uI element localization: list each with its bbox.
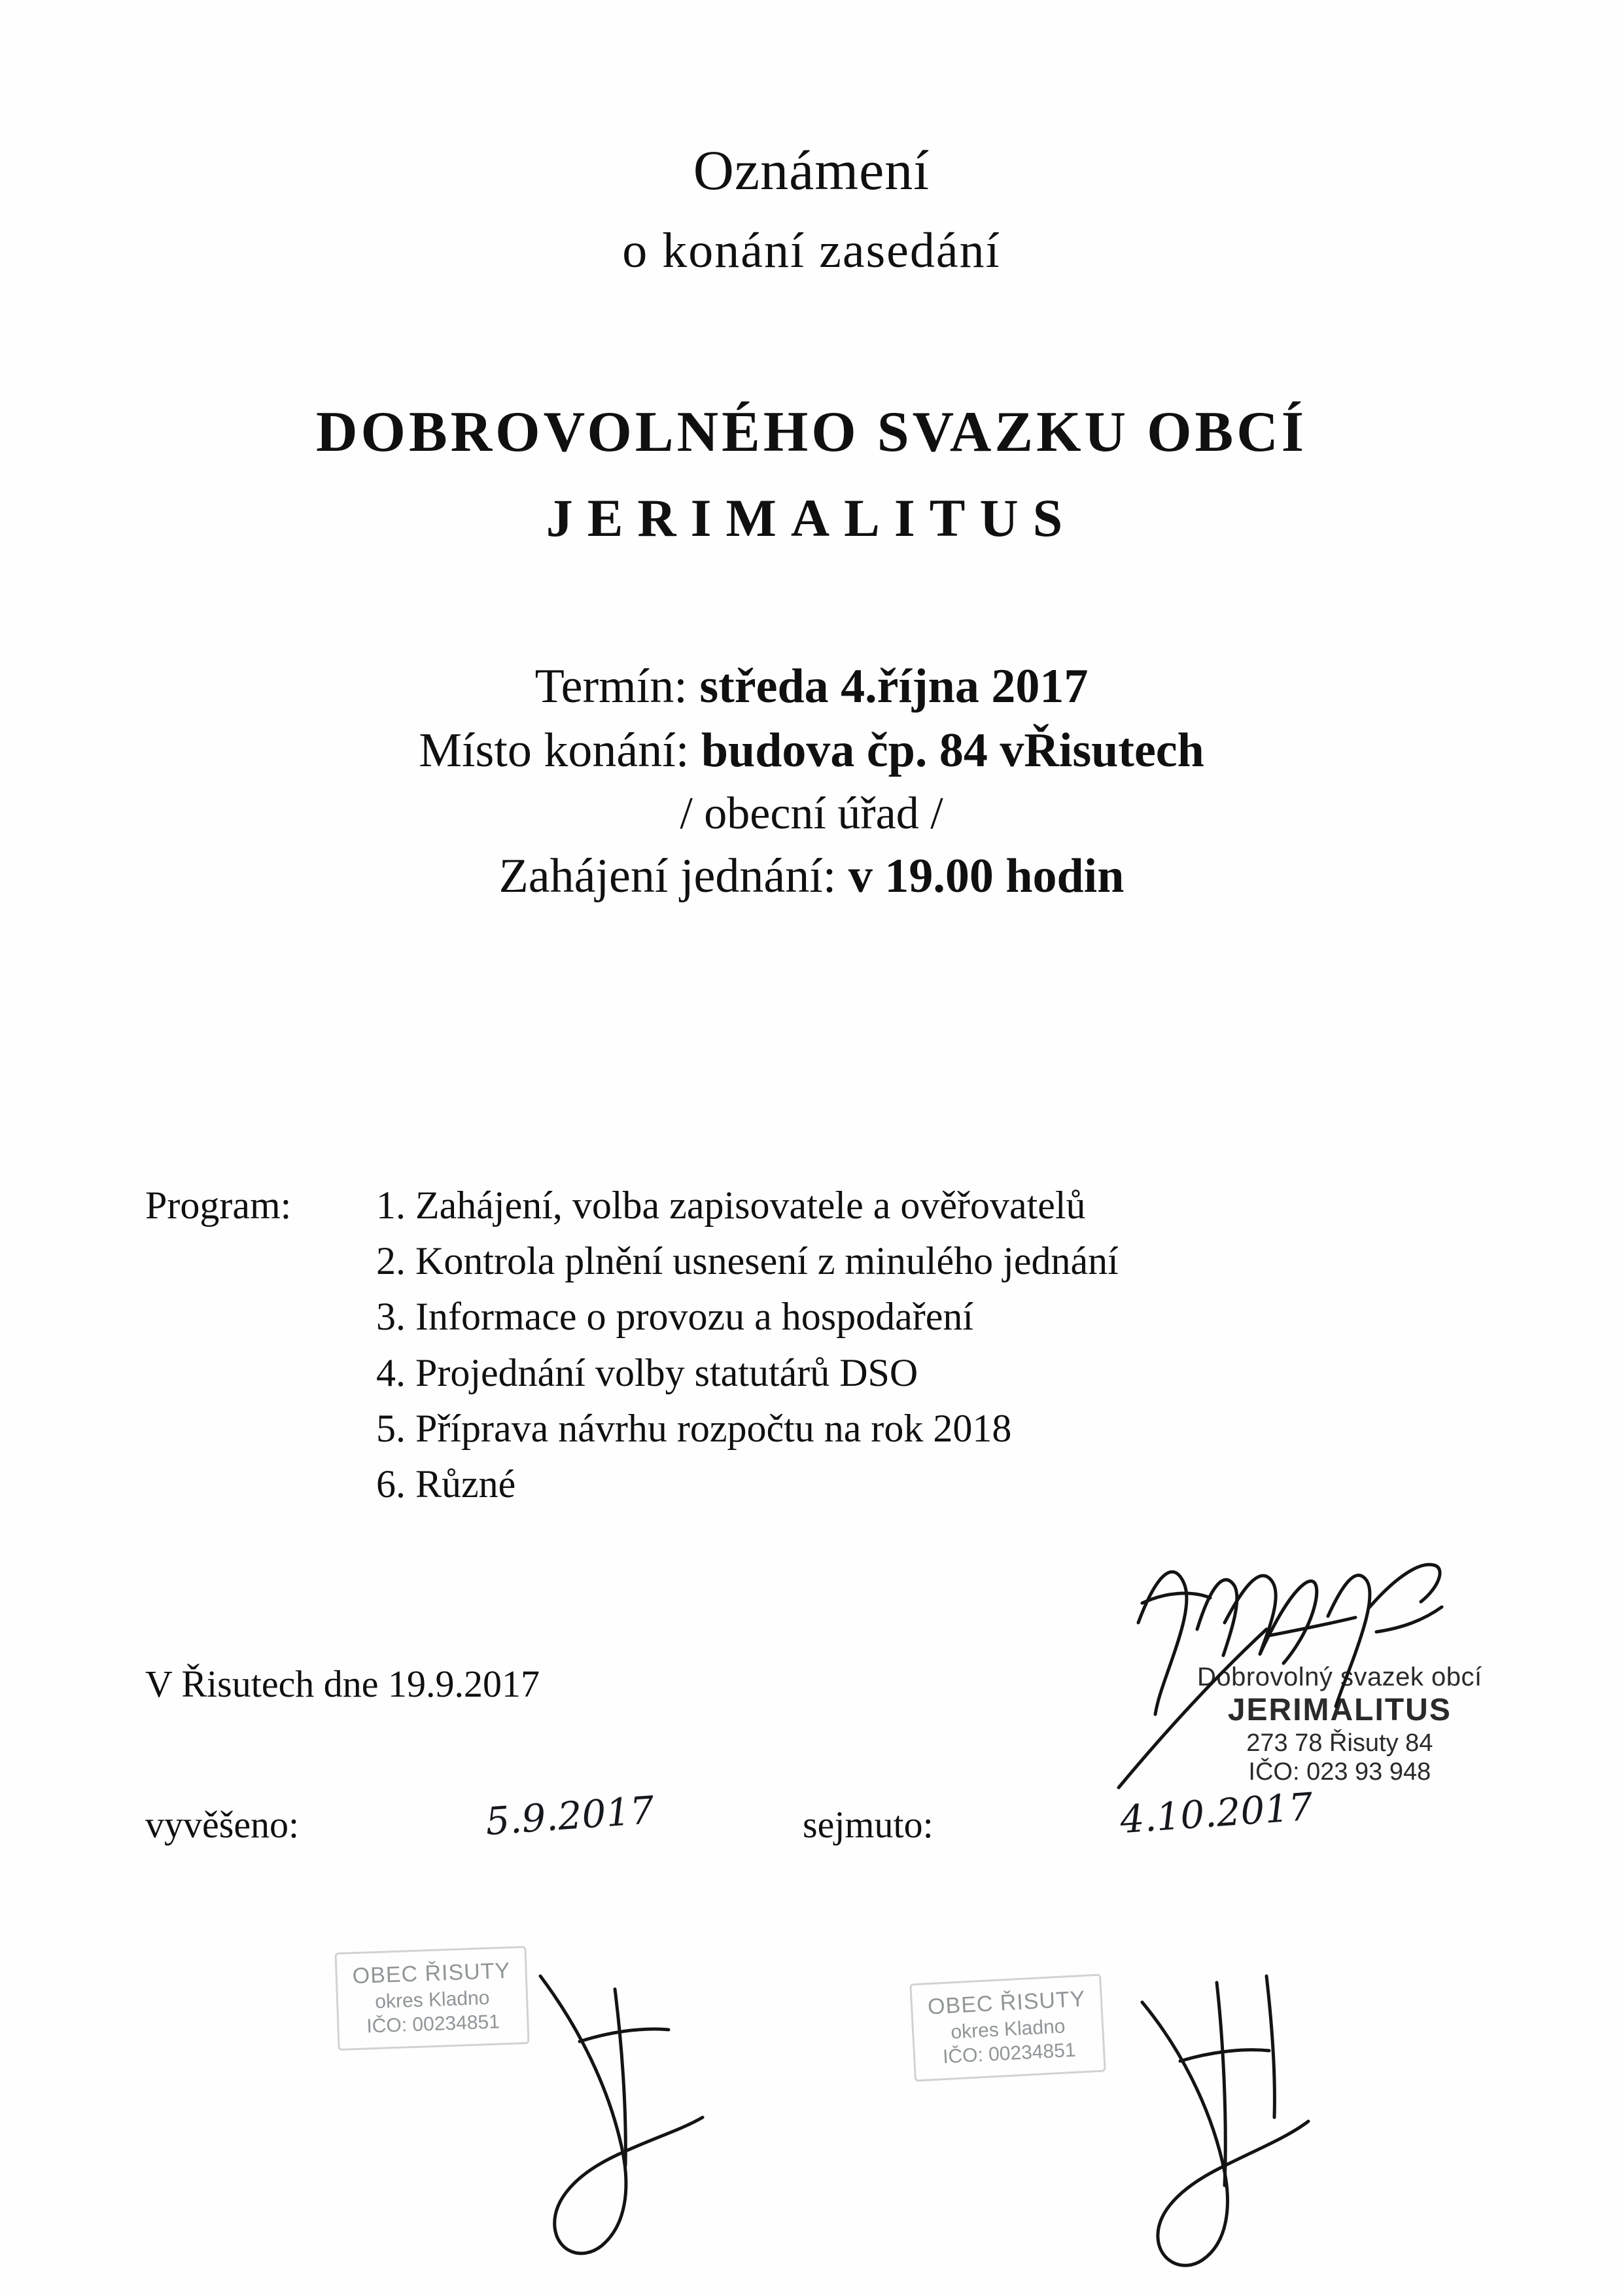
dso-stamp-line-4: IČO: 023 93 948 <box>1248 1758 1431 1786</box>
page-subtitle: o konání zasedání <box>622 223 1001 278</box>
removed-label: sejmuto: <box>803 1803 934 1846</box>
program-item: 5. Příprava návrhu rozpočtu na rok 2018 <box>376 1406 1012 1450</box>
office-stamp-line-1: OBEC ŘISUTY <box>927 1986 1087 2020</box>
meeting-start-label: Zahájení jednání: <box>498 849 837 903</box>
meeting-place-value: budova čp. 84 vŘisutech <box>701 724 1204 778</box>
organization-name-line-2: JERIMALITUS <box>546 488 1077 548</box>
office-stamp-frame <box>909 1973 1106 2081</box>
posted-label: vyvěšeno: <box>145 1803 300 1846</box>
organization-name-line-1: DOBROVOLNÉHO SVAZKU OBCÍ <box>315 400 1308 464</box>
dso-stamp-line-1: Dobrovolný svazek obcí <box>1197 1663 1482 1691</box>
office-stamp-posted <box>352 1957 512 2040</box>
program-item: 1. Zahájení, volba zapisovatele a ověřovatelů <box>376 1184 1086 1227</box>
program-section <box>145 1178 1119 1512</box>
office-stamp-line-1: OBEC ŘISUTY <box>352 1958 511 1989</box>
program-label: Program: <box>145 1184 292 1227</box>
issue-place-date: V Řisutech dne 19.9.2017 <box>145 1663 540 1705</box>
office-stamp-frame <box>334 1946 530 2051</box>
meeting-place-row <box>0 718 1623 783</box>
meeting-place-label: Místo konání: <box>419 724 689 778</box>
signature-removed <box>1112 1963 1321 2270</box>
dso-stamp-line-3: 273 78 Řisuty 84 <box>1246 1729 1433 1757</box>
office-stamp-line-3: IČO: 00234851 <box>942 2039 1077 2068</box>
office-stamp-line-3: IČO: 00234851 <box>366 2011 500 2038</box>
signature-posted <box>517 1950 713 2264</box>
office-stamp-removed <box>927 1985 1089 2070</box>
dso-stamp-line-2: JERIMALITUS <box>1227 1693 1452 1728</box>
program-item: 6. Různé <box>376 1462 516 1506</box>
program-list <box>376 1178 1119 1512</box>
meeting-term-label: Termín: <box>534 660 688 713</box>
meeting-details <box>0 654 1623 908</box>
posted-date-handwritten: 5.9.2017 <box>483 1788 656 1844</box>
meeting-start-row <box>0 844 1623 908</box>
page-title: Oznámení <box>693 139 930 202</box>
program-item: 2. Kontrola plnění usnesení z minulého jednání <box>376 1239 1119 1283</box>
office-stamp-line-2: okres Kladno <box>374 1987 490 2013</box>
meeting-term-value: středa 4.října 2017 <box>699 660 1089 713</box>
program-item: 4. Projednání volby statutárů DSO <box>376 1351 918 1394</box>
removed-date-handwritten: 4.10.2017 <box>1118 1784 1315 1843</box>
meeting-term-row <box>0 654 1623 718</box>
meeting-place-note: / obecní úřad / <box>680 788 943 839</box>
program-item: 3. Informace o provozu a hospodaření <box>376 1295 974 1339</box>
office-stamp-line-2: okres Kladno <box>950 2015 1066 2043</box>
meeting-start-value: v 19.00 hodin <box>848 849 1125 903</box>
dso-stamp <box>1197 1662 1482 1786</box>
